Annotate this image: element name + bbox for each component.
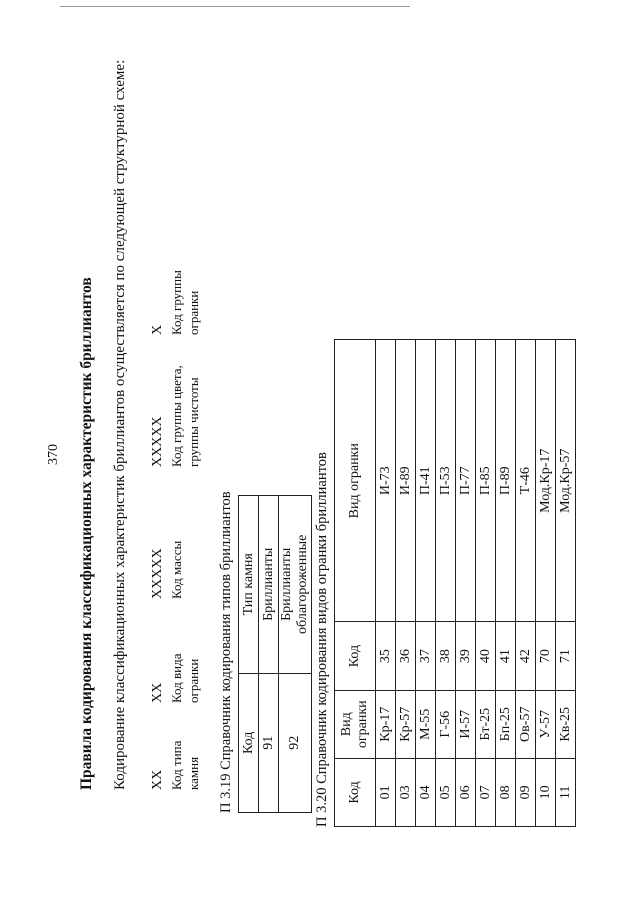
table-row [456,340,476,827]
cell-code: 91 [259,673,279,812]
cell-code-2: 42 [516,622,536,690]
cell-code-2: 40 [476,622,496,690]
cell-code: 05 [436,758,456,826]
table-row [259,496,279,813]
cell-cut-type-2: И-89 [396,340,416,622]
table-row [396,340,416,827]
cell-code: 03 [396,758,416,826]
cell-cut-type: Ов-57 [516,690,536,758]
cell-code: 10 [536,758,556,826]
scheme-label-cut-type: Код вида огранки [169,653,201,703]
column-header-code-2: Код [335,622,376,690]
cell-cut-type: И-57 [456,690,476,758]
scheme-code-cut-type: XX [150,682,165,703]
cell-cut-type-2: П-53 [436,340,456,622]
cell-code-2: 38 [436,622,456,690]
cut-type-table [334,339,576,827]
table-header-row [239,496,259,813]
cell-cut-type-2: И-73 [376,340,396,622]
cell-cut-type: М-55 [416,690,436,758]
cell-code-2: 39 [456,622,476,690]
scheme-code-stone-type: XX [150,769,165,790]
table-20-caption: П 3.20 Справочник кодирования видов огранки бриллиантов [314,452,330,827]
table-row [476,340,496,827]
cell-cut-type-2: П-85 [476,340,496,622]
cell-code-2: 37 [416,622,436,690]
scheme-code-color-clarity: XXXXX [150,416,165,467]
column-header-code: Код [335,758,376,826]
cell-code: 06 [456,758,476,826]
table-row [436,340,456,827]
intro-paragraph: Кодирование классификационных характеристик бриллиантов осуществляется по следующей структурной схеме: [112,59,128,790]
cell-cut-type-2: П-77 [456,340,476,622]
stone-type-table [238,495,312,813]
table-row [376,340,396,827]
table-19-caption: П 3.19 Справочник кодирования типов бриллиантов [218,491,234,813]
scheme-code-cut-group: X [150,324,165,335]
cell-code-2: 35 [376,622,396,690]
scheme-label-cut-group: Код группы огранки [169,270,201,335]
column-header-code: Код [239,673,259,812]
cell-cut-type: Кр-17 [376,690,396,758]
cell-cut-type-2: П-89 [496,340,516,622]
cell-stone-type: Бриллианты облагороженные [279,496,312,674]
cell-code: 07 [476,758,496,826]
cell-cut-type: У-57 [536,690,556,758]
table-row [496,340,516,827]
cell-cut-type-2: Мод.Кр-17 [536,340,556,622]
cell-cut-type: Бт-25 [476,690,496,758]
cell-cut-type-2: Мод.Кр-57 [556,340,576,622]
cell-code: 09 [516,758,536,826]
scheme-label-color-clarity: Код группы цвета, группы чистоты [169,365,201,467]
table-row [279,496,312,813]
table-row [536,340,556,827]
cell-code: 04 [416,758,436,826]
cell-cut-type-2: Т-46 [516,340,536,622]
table-row [516,340,536,827]
cell-code: 92 [279,673,312,812]
cell-cut-type-2: П-41 [416,340,436,622]
cell-stone-type: Бриллианты [259,496,279,674]
page-number: 370 [46,444,61,465]
table-row [416,340,436,827]
cell-code-2: 70 [536,622,556,690]
cell-code: 11 [556,758,576,826]
cell-code-2: 36 [396,622,416,690]
cell-code: 08 [496,758,516,826]
cell-cut-type: Кв-25 [556,690,576,758]
cell-code: 01 [376,758,396,826]
column-header-cut-type-2: Вид огранки [335,340,376,622]
table-row [556,340,576,827]
scheme-code-mass: XXXXX [150,548,165,599]
column-header-cut-type: Вид огранки [335,690,376,758]
table-header-row [335,340,376,827]
scheme-label-mass: Код массы [169,540,184,599]
cell-cut-type: Кр-57 [396,690,416,758]
cell-code-2: 41 [496,622,516,690]
column-header-stone-type: Тип камня [239,496,259,674]
cell-cut-type: Бп-25 [496,690,516,758]
scheme-label-stone-type: Код типа камня [169,740,201,790]
cell-code-2: 71 [556,622,576,690]
cell-cut-type: Г-56 [436,690,456,758]
document-title: Правила кодирования классификационных характеристик бриллиантов [78,277,95,790]
